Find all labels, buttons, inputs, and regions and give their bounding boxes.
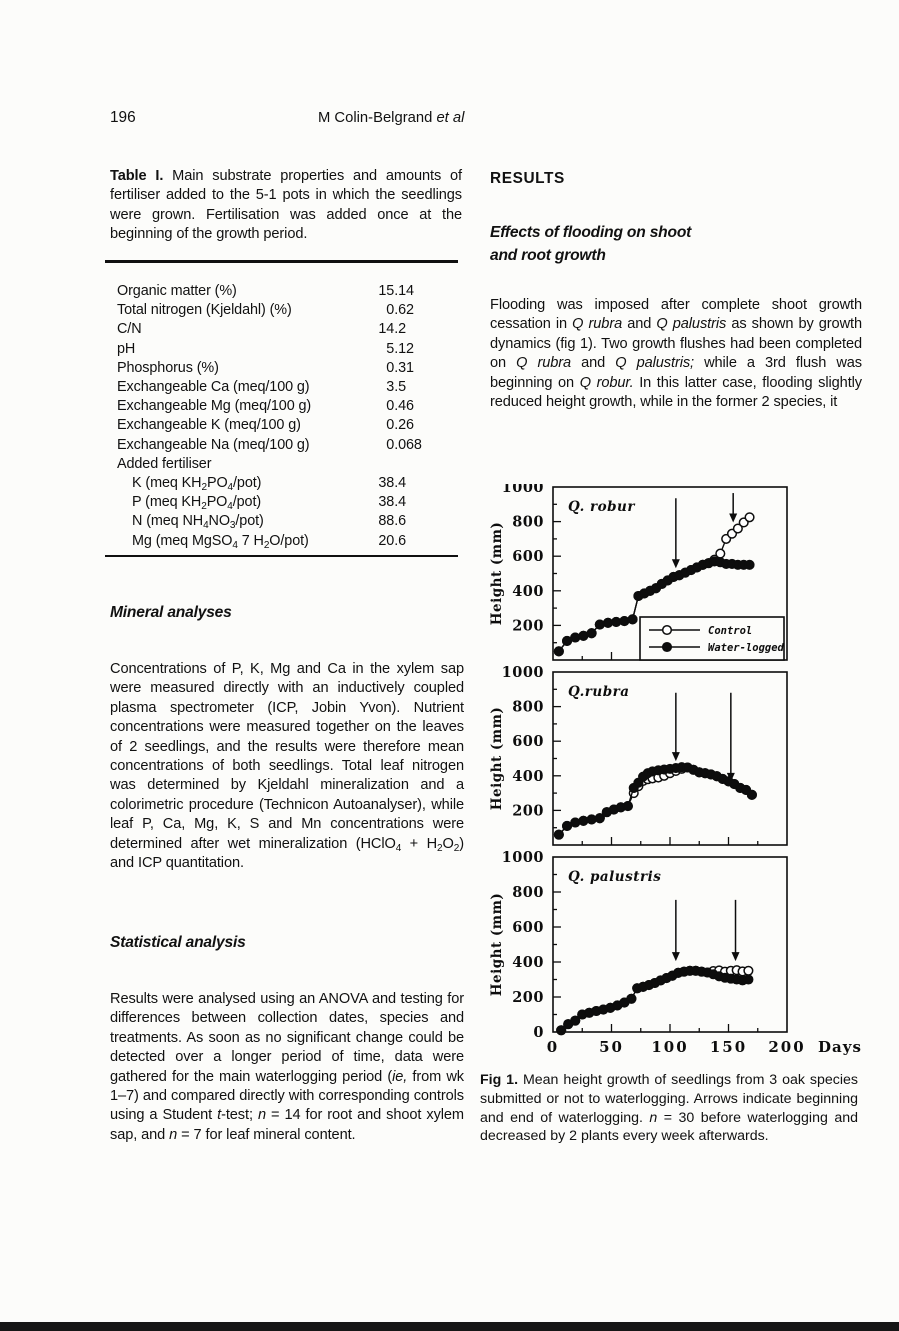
table-row bbox=[117, 512, 447, 531]
water-logged-marker bbox=[587, 815, 596, 824]
svg-text:600: 600 bbox=[512, 548, 544, 566]
table-row bbox=[117, 320, 447, 339]
table-row-label: K (meq $KH_2PO_4/pot$) bbox=[132, 475, 262, 494]
mineral-analyses-paragraph: Concentrations of P, K, Mg and Ca in the xylem sap were measured directly with an inductively coupled plasma spectrometer (ICP, Jobin Yvon). Nutrient concentrations were measured together on the leaves of 2 seedlings, and the results were therefore mean concentrations of both seedlings. Total leaf nitrogen was determined by Kjeldahl mineralization and a colorimetric procedure (Technicon Autoanalyser), while leaf P, Ca, Mg, K, S and Mn concentrations were determined after wet mineralization (HClO$_4$ + $H_2O_2$) and ICP quantitation. bbox=[110, 661, 465, 872]
page-number: 196 bbox=[110, 109, 136, 126]
svg-text:800: 800 bbox=[512, 513, 544, 531]
chart-panel bbox=[489, 849, 862, 1056]
svg-text:200: 200 bbox=[768, 1038, 806, 1056]
results-paragraph: Flooding was imposed after complete shoot growth cessation in Q rubra and Q palustris as shown by growth dynamics (fig 1). Two growth flushes had been completed on Q rubra and Q palustris; while a 3rd flush was beginning on Q robur. In this latter case, flooding slightly reduced height growth, while in the former 2 species, it bbox=[490, 297, 862, 411]
water-logged-marker bbox=[612, 618, 621, 627]
table-row-value: 0.068 bbox=[386, 436, 422, 453]
table-row-value: 14.2 bbox=[378, 321, 407, 338]
table-row-value: 0.26 bbox=[386, 417, 414, 434]
table-row-value: 20.6 bbox=[378, 532, 407, 549]
water-logged-marker bbox=[563, 822, 572, 831]
water-logged-marker bbox=[579, 816, 588, 825]
water-logged-marker bbox=[563, 637, 572, 646]
table-row bbox=[117, 378, 447, 397]
statistical-analysis-paragraph: Results were analysed using an ANOVA and testing for differences between collection dates, species and treatments. As soon as no significant change could be detected over a longer period of time, data were gathered for the main waterlogging period (ie, from wk 1–7) and compared directly with corresponding controls using a Student t-test; n = 14 for root and shoot xylem sap, and n = 7 for leaf mineral content. bbox=[110, 991, 464, 1143]
figure-1-caption: Fig 1. Mean height growth of seedlings from 3 oak species submitted or not to waterlogging. Arrows indicate beginning and end of waterlogging. n = 30 before waterlogging and decreased by 2 plants every week afterwards. bbox=[480, 1072, 858, 1145]
water-logged-marker bbox=[571, 1016, 580, 1025]
table-row bbox=[117, 282, 447, 301]
page-bottom-edge bbox=[0, 1322, 899, 1331]
control-marker bbox=[716, 549, 725, 558]
svg-text:200: 200 bbox=[512, 989, 544, 1006]
water-logged-marker bbox=[557, 1026, 566, 1035]
table-row-label: Exchangeable Ca (meq/100 g) bbox=[117, 379, 310, 396]
figure-1 bbox=[488, 484, 894, 1070]
table-row-label: Mg (meq MgSO$_4$ 7 $H_2O/pot$) bbox=[132, 532, 309, 551]
control-marker bbox=[745, 513, 754, 522]
substrate-table-body bbox=[117, 282, 447, 551]
svg-text:200: 200 bbox=[512, 617, 544, 635]
svg-text:50: 50 bbox=[599, 1038, 624, 1056]
panel-title: Q. robur bbox=[568, 499, 635, 515]
table-row bbox=[117, 532, 447, 551]
svg-text:600: 600 bbox=[512, 919, 544, 936]
control-marker bbox=[744, 966, 753, 975]
table-top-rule bbox=[105, 260, 458, 263]
y-axis-label: Height (mm) bbox=[489, 892, 505, 997]
mineral-analyses-heading: Mineral analyses bbox=[110, 604, 232, 621]
substrate-table bbox=[117, 282, 447, 551]
svg-text:1000: 1000 bbox=[501, 849, 544, 866]
table-row-value: 88.6 bbox=[378, 513, 407, 530]
table-caption: Table I. Main substrate properties and amounts of fertiliser added to the 5-1 pots in which the seedlings were grown. Fertilisation was added once at the beginning of the growth period. bbox=[110, 168, 462, 243]
table-row-label: Exchangeable Mg (meq/100 g) bbox=[117, 398, 312, 415]
chart-panel bbox=[489, 664, 787, 845]
table-row-value: 3.5 bbox=[386, 379, 407, 396]
water-logged-marker bbox=[587, 629, 596, 638]
water-logged-marker bbox=[628, 615, 637, 624]
growth-charts bbox=[488, 484, 894, 1070]
water-logged-marker bbox=[555, 830, 564, 839]
table-row bbox=[117, 436, 447, 455]
legend-label: Control bbox=[708, 625, 753, 637]
table-row-label: Organic matter (%) bbox=[117, 283, 237, 299]
table-bottom-rule bbox=[105, 555, 458, 557]
table-row-label: N (meq $NH_4NO_3/pot$) bbox=[132, 513, 264, 532]
table-row-value: 0.31 bbox=[386, 359, 414, 376]
table-row-label: Added fertiliser bbox=[117, 455, 212, 472]
table-row-label: C/N bbox=[117, 321, 142, 338]
results-heading: RESULTS bbox=[490, 170, 565, 187]
svg-text:1000: 1000 bbox=[501, 664, 544, 681]
table-row-label: Exchangeable K (meq/100 g) bbox=[117, 417, 301, 434]
table-row bbox=[117, 397, 447, 416]
panel-title: Q. palustris bbox=[568, 869, 662, 885]
svg-text:600: 600 bbox=[512, 733, 544, 751]
table-row-label: pH bbox=[117, 340, 136, 357]
table-row bbox=[117, 301, 447, 320]
y-axis-label: Height (mm) bbox=[489, 706, 505, 811]
water-logged-marker bbox=[748, 791, 757, 800]
table-row bbox=[117, 359, 447, 378]
svg-text:1000: 1000 bbox=[501, 484, 544, 496]
table-row-value: 0.46 bbox=[386, 398, 414, 415]
chart-panel bbox=[489, 484, 787, 660]
water-logged-marker bbox=[627, 994, 636, 1003]
table-row bbox=[117, 493, 447, 512]
water-logged-marker bbox=[745, 561, 754, 570]
x-axis-label: Days bbox=[818, 1038, 862, 1056]
svg-text:400: 400 bbox=[512, 954, 544, 971]
svg-text:100: 100 bbox=[651, 1038, 689, 1056]
table-row-value: 5.12 bbox=[386, 340, 414, 357]
y-axis-label: Height (mm) bbox=[489, 521, 505, 626]
water-logged-marker bbox=[579, 631, 588, 640]
panel-title: Q.rubra bbox=[568, 684, 630, 700]
effects-subheading-line2: and root growth bbox=[490, 247, 606, 264]
table-row-value: 15.14 bbox=[378, 283, 414, 299]
table-row bbox=[117, 474, 447, 493]
legend bbox=[640, 617, 785, 660]
svg-text:800: 800 bbox=[512, 884, 544, 901]
table-row-value: 38.4 bbox=[378, 475, 407, 492]
table-row-value: 0.62 bbox=[386, 302, 414, 319]
water-logged-marker bbox=[596, 620, 605, 629]
water-logged-marker bbox=[624, 802, 633, 811]
effects-subheading-line1: Effects of flooding on shoot bbox=[490, 224, 692, 241]
table-row-value bbox=[377, 455, 447, 474]
table-row-label: Exchangeable Na (meq/100 g) bbox=[117, 436, 310, 453]
svg-text:0: 0 bbox=[533, 1024, 544, 1041]
table-row-label: Total nitrogen (Kjeldahl) (%) bbox=[117, 302, 292, 319]
legend-label: Water-logged bbox=[708, 642, 784, 654]
svg-text:400: 400 bbox=[512, 582, 544, 600]
table-row bbox=[117, 416, 447, 435]
water-logged-marker bbox=[571, 818, 580, 827]
svg-text:400: 400 bbox=[512, 767, 544, 785]
table-row-label: Phosphorus (%) bbox=[117, 359, 219, 376]
water-logged-marker bbox=[571, 633, 580, 642]
water-logged-marker bbox=[620, 617, 629, 626]
table-row bbox=[117, 455, 447, 474]
water-logged-marker bbox=[555, 647, 564, 656]
table-row bbox=[117, 340, 447, 359]
effects-subheading bbox=[490, 221, 691, 267]
svg-text:800: 800 bbox=[512, 698, 544, 716]
statistical-analysis-heading: Statistical analysis bbox=[110, 934, 246, 951]
running-head: M Colin-Belgrand et al bbox=[318, 110, 465, 126]
table-row-value: 38.4 bbox=[378, 494, 407, 511]
water-logged-marker bbox=[744, 975, 753, 984]
svg-text:200: 200 bbox=[512, 802, 544, 820]
table-row-label: P (meq $KH_2PO_4/pot$) bbox=[132, 494, 262, 513]
water-logged-marker bbox=[604, 619, 613, 628]
svg-text:0: 0 bbox=[546, 1038, 560, 1056]
svg-text:150: 150 bbox=[709, 1038, 748, 1056]
